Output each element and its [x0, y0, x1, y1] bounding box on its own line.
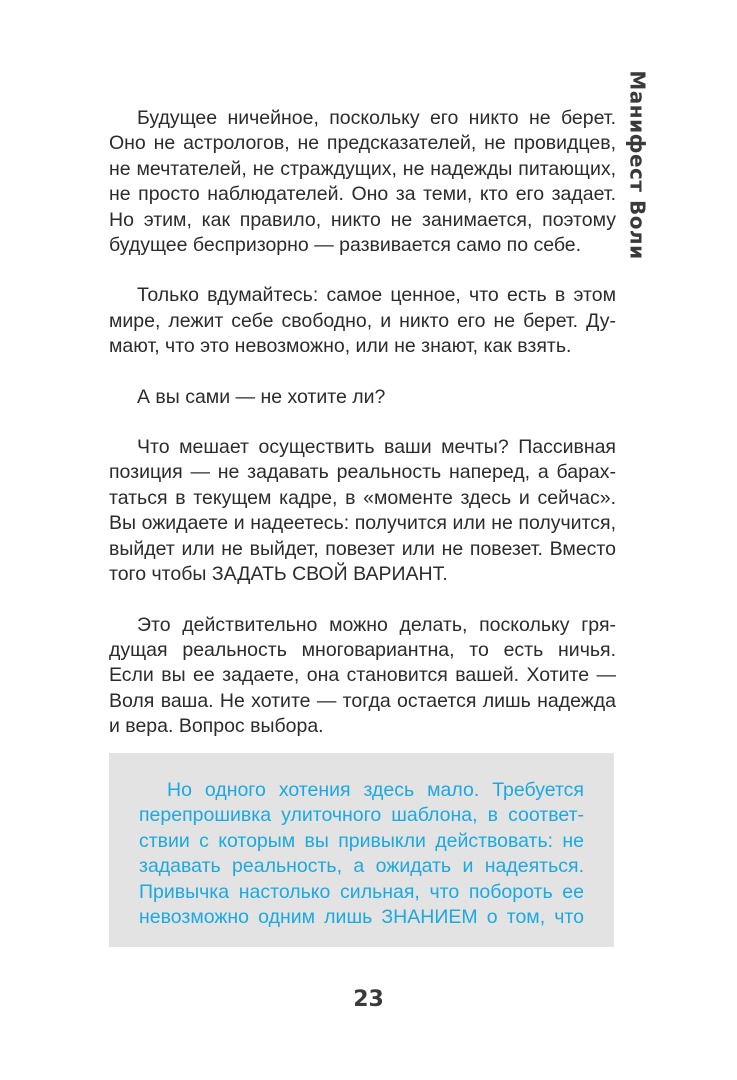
- text-line: перепрошивка улиточного шаблона, в соответ-: [139, 804, 584, 827]
- paragraph-2: [109, 283, 616, 359]
- text-line: задавать реальность, а ожидать и надеяться.: [139, 855, 584, 878]
- text-line: Что мешает осуществить ваши мечты? Пассивная: [137, 436, 616, 459]
- main-text: [109, 106, 616, 765]
- text-line: Но одного хотения здесь мало. Требуется: [167, 779, 584, 801]
- text-line: А вы сами — не хотите ли?: [137, 385, 386, 408]
- text-line: таться в текущем кадре, в «моменте здесь и сейчас».: [109, 486, 616, 509]
- callout-paragraph: [139, 778, 584, 930]
- book-title: Манифест Воли: [626, 70, 651, 260]
- running-header: [618, 70, 658, 260]
- text-line: мают, что это невозможно, или не знают, как взять.: [109, 335, 572, 358]
- highlight-box: [109, 753, 614, 947]
- paragraph-3: [109, 385, 616, 410]
- text-line: Оно не астрологов, не предсказателей, не провидцев,: [109, 132, 616, 155]
- text-line: Вы ожидаете и надеетесь: получится или не получится,: [109, 512, 616, 535]
- text-line: невозможно одним лишь ЗНАНИЕМ о том, что: [139, 906, 584, 929]
- text-line: Воля ваша. Не хотите — тогда остается лишь надежда: [109, 689, 616, 712]
- text-line: Но этим, как правило, никто не занимается, поэтому: [109, 208, 616, 231]
- text-line: позиция — не задавать реальность наперед, а барах-: [109, 461, 616, 484]
- text-line: и вера. Вопрос выбора.: [109, 715, 324, 738]
- paragraph-4: [109, 435, 616, 587]
- text-line: не мечтателей, не страждущих, не надежды питающих,: [109, 157, 616, 180]
- text-line: мире, лежит себе свободно, и никто его не берет. Ду-: [109, 309, 616, 332]
- text-line: будущее беспризорно — развивается само по себе.: [109, 234, 582, 257]
- text-line: дущая реальность многовариантна, то есть ничья.: [109, 638, 616, 661]
- paragraph-5: [109, 613, 616, 740]
- text-line: Привычка настолько сильная, что побороть ее: [139, 880, 584, 903]
- text-line: Только вдумайтесь: самое ценное, что есть в этом: [137, 284, 616, 307]
- text-line: Это действительно можно делать, поскольку гря-: [137, 613, 616, 636]
- paragraph-1: [109, 106, 616, 258]
- text-line: не просто наблюдателей. Оно за теми, кто его задает.: [109, 183, 616, 206]
- text-line: того чтобы ЗАДАТЬ СВОЙ ВАРИАНТ.: [109, 563, 448, 586]
- text-line: Будущее ничейное, поскольку его никто не берет.: [137, 107, 616, 129]
- text-line: ствии с которым вы привыкли действовать: не: [139, 829, 584, 852]
- text-line: выйдет или не выйдет, повезет или не повезет. Вместо: [109, 537, 616, 560]
- text-line: Если вы ее задаете, она становится вашей. Хотите —: [109, 664, 616, 687]
- page-number: 23: [353, 987, 384, 1012]
